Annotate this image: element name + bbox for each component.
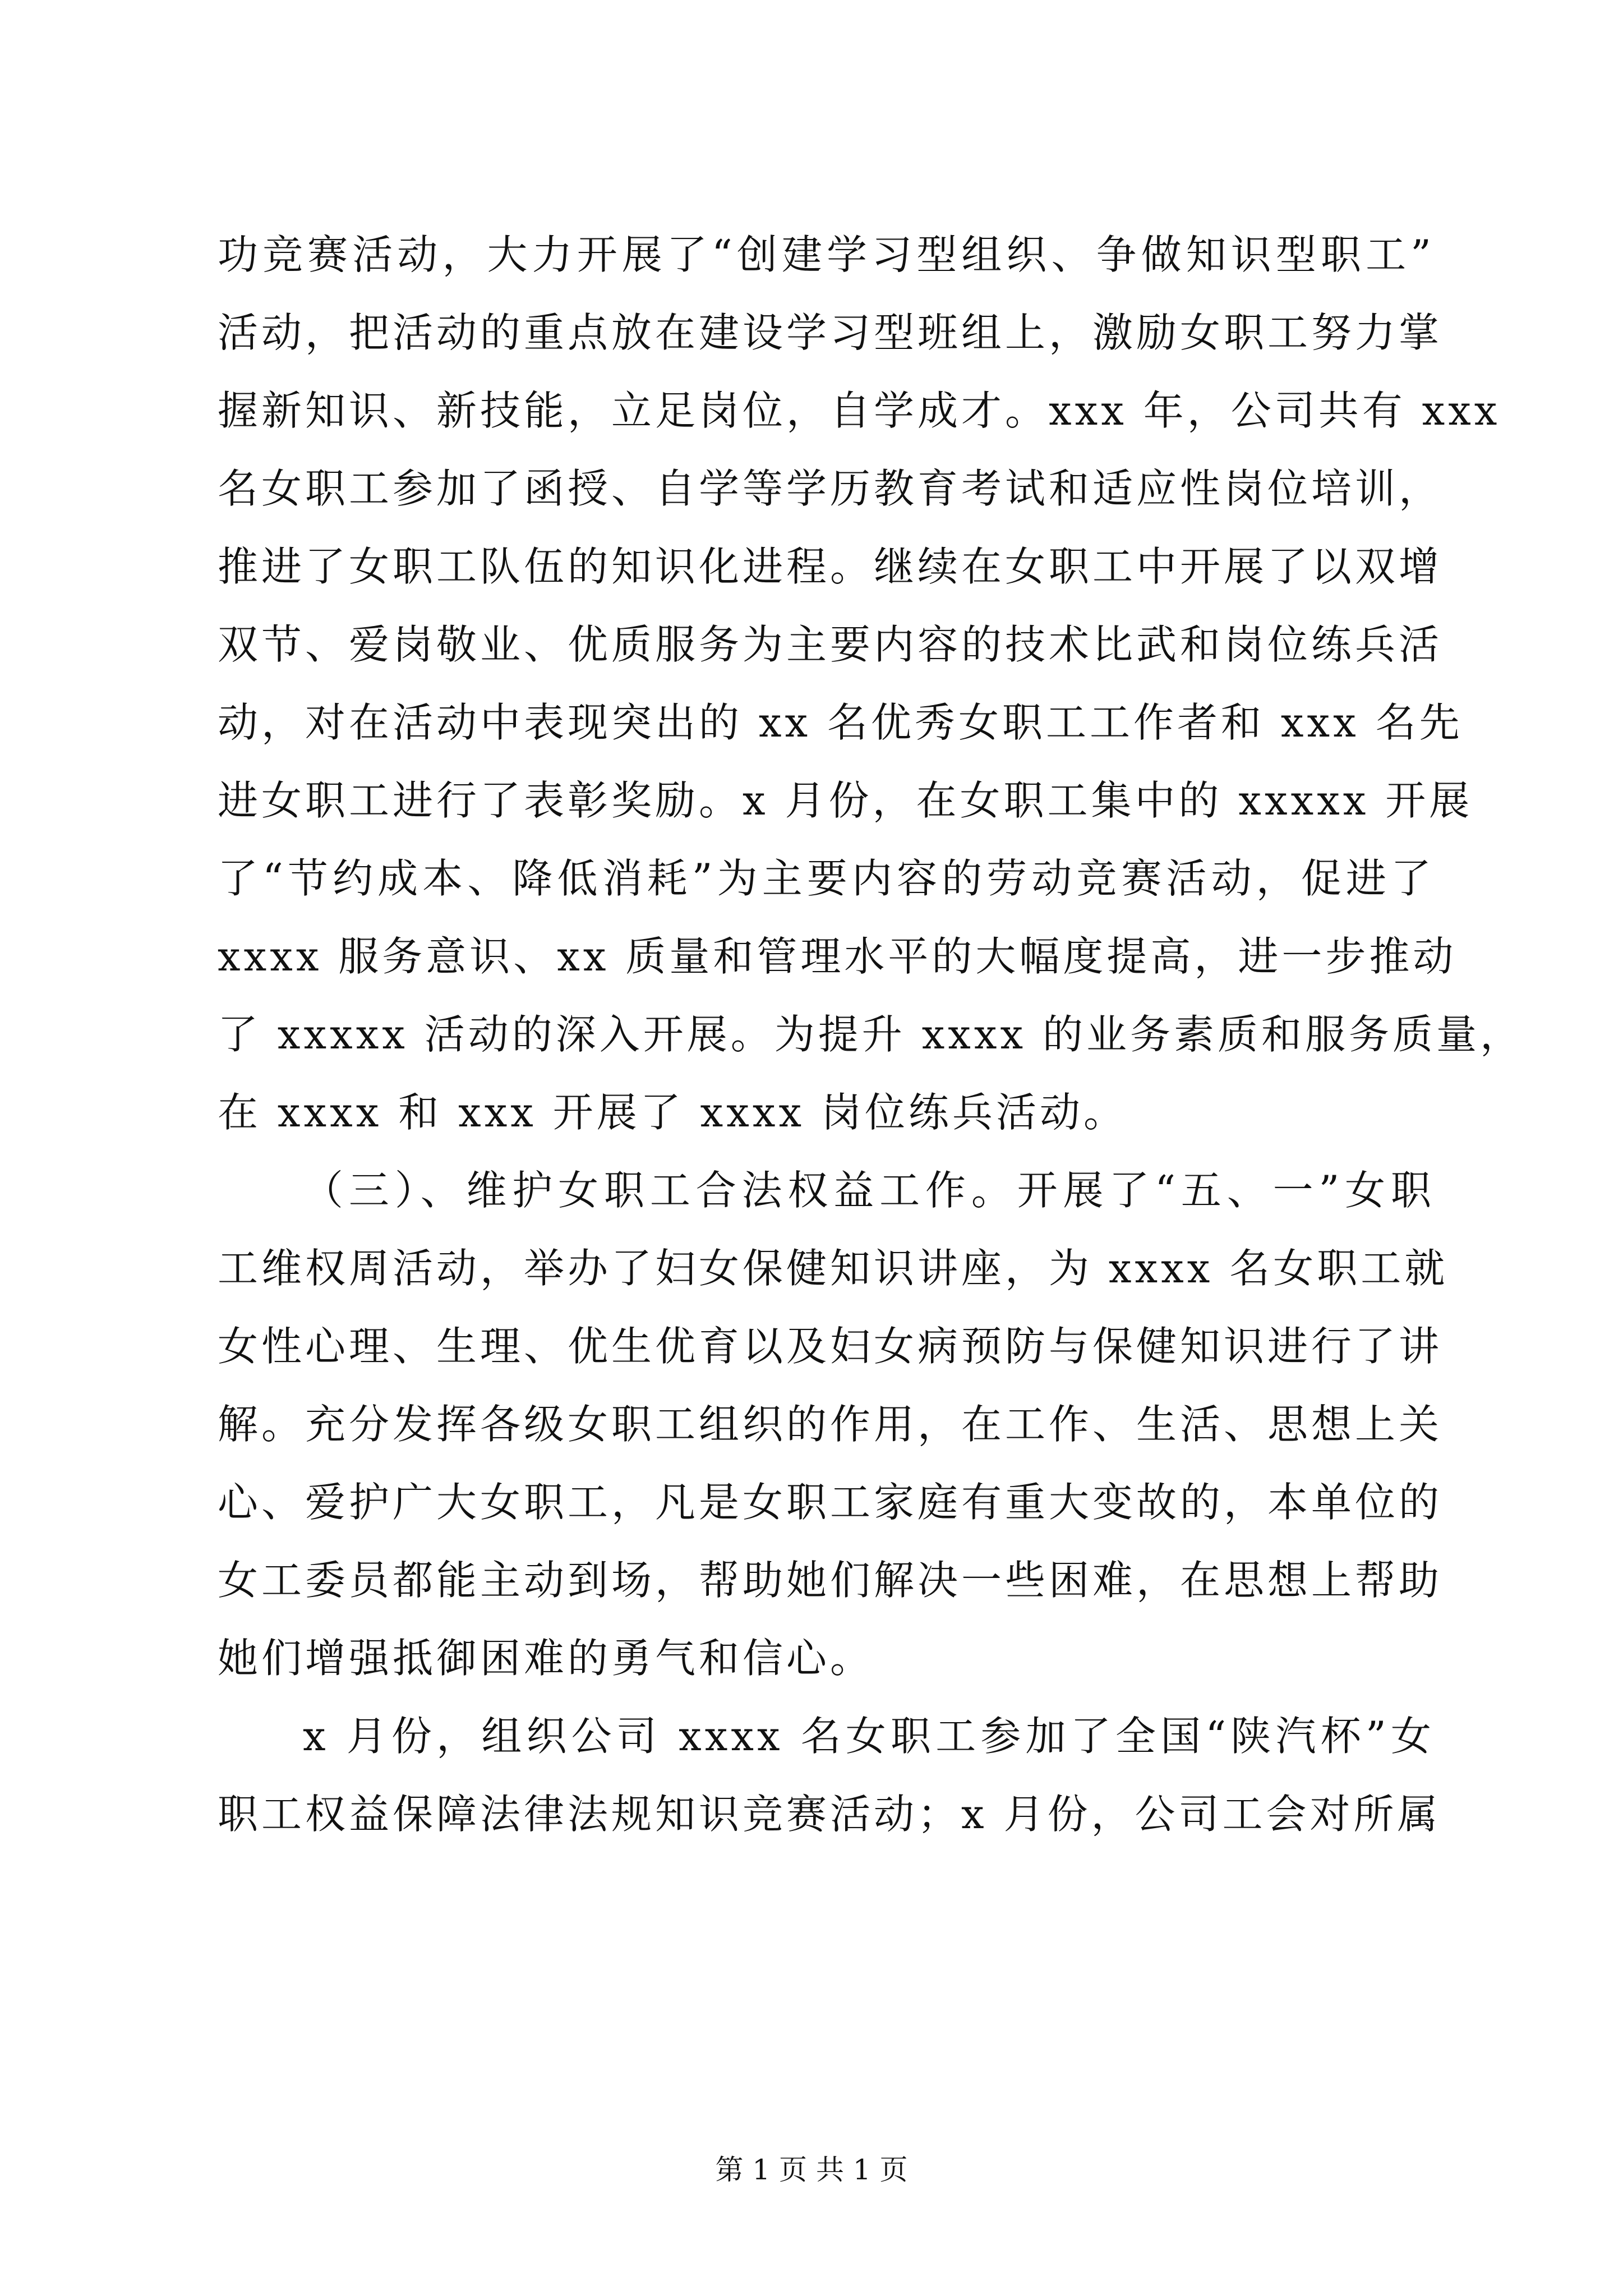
text-line: 她们增强抵御困难的勇气和信心。 <box>218 1635 874 1682</box>
text-line: 心、爱护广大女职工，凡是女职工家庭有重大变故的，本单位的 <box>218 1479 1443 1526</box>
text-line: x 月份，组织公司 xxxx 名女职工参加了全国“陕汽杯”女 <box>303 1713 1435 1760</box>
text-line: 工维权周活动，举办了妇女保健知识讲座，为 xxxx 名女职工就 <box>218 1245 1449 1292</box>
paragraph-3 <box>218 1697 1441 1853</box>
text-line: 女性心理、生理、优生优育以及妇女病预防与保健知识进行了讲 <box>218 1323 1443 1370</box>
text-line: 活动，把活动的重点放在建设学习型班组上，激励女职工努力掌 <box>218 309 1443 356</box>
text-line: 职工权益保障法律法规知识竞赛活动；x 月份，公司工会对所属 <box>218 1791 1441 1838</box>
paragraph-1 <box>218 216 1524 1152</box>
text-line: xxxx 服务意识、xx 质量和管理水平的大幅度提高，进一步推动 <box>218 933 1457 980</box>
text-line: 女工委员都能主动到场，帮助她们解决一些困难，在思想上帮助 <box>218 1557 1443 1604</box>
paragraph-2 <box>218 1152 1449 1697</box>
text-line: 双节、爱岗敬业、优质服务为主要内容的技术比武和岗位练兵活 <box>218 621 1443 668</box>
text-line: 在 xxxx 和 xxx 开展了 xxxx 岗位练兵活动。 <box>218 1089 1127 1136</box>
text-line: 动，对在活动中表现突出的 xx 名优秀女职工工作者和 xxx 名先 <box>218 699 1463 746</box>
page-footer: 第 1 页 共 1 页 <box>715 2154 908 2186</box>
text-line: 名女职工参加了函授、自学等学历教育考试和适应性岗位培训， <box>218 465 1443 512</box>
text-line: （三）、维护女职工合法权益工作。开展了“五、一”女职 <box>303 1167 1435 1214</box>
text-line: 解。充分发挥各级女职工组织的作用，在工作、生活、思想上关 <box>218 1401 1443 1448</box>
text-line: 了“节约成本、降低消耗”为主要内容的劳动竞赛活动，促进了 <box>218 855 1435 902</box>
text-line: 握新知识、新技能，立足岗位，自学成才。xxx 年，公司共有 xxx <box>218 387 1501 434</box>
text-line: 推进了女职工队伍的知识化进程。继续在女职工中开展了以双增 <box>218 543 1443 590</box>
text-line: 功竞赛活动，大力开展了“创建学习型组织、争做知识型职工” <box>218 231 1435 278</box>
text-line: 进女职工进行了表彰奖励。x 月份，在女职工集中的 xxxxx 开展 <box>218 777 1473 824</box>
text-line: 了 xxxxx 活动的深入开展。为提升 xxxx 的业务素质和服务质量， <box>218 1011 1524 1058</box>
body-text <box>218 216 1524 1853</box>
